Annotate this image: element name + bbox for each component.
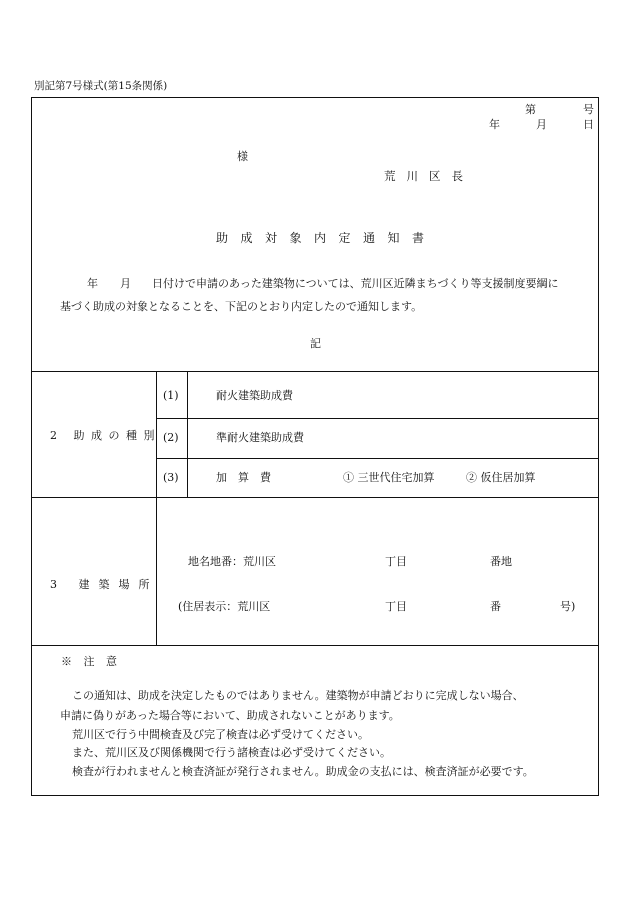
address-chiban-prefix: 地名地番：荒川区 — [188, 555, 276, 568]
address-jukyo-chome: 丁目 — [385, 600, 407, 613]
address-jukyo-prefix: (住居表示：荒川区 — [178, 600, 271, 613]
section-2-row-2-num: (2) — [163, 431, 179, 444]
notes-line-3: 荒川区で行う中間検査及び完了検査は必ず受けてください。 — [72, 728, 369, 741]
address-chiban-chome: 丁目 — [385, 555, 407, 568]
section-2-row-1-num: (1) — [163, 389, 179, 402]
notes-heading: ※ 注 意 — [61, 655, 121, 668]
address-jukyo-ban: 番 — [490, 600, 501, 613]
divider-row-1 — [157, 418, 599, 419]
address-chiban-banchi: 番地 — [490, 555, 512, 568]
doc-number-go: 号 — [583, 103, 594, 116]
section-2-row-2-text: 準耐火建築助成費 — [216, 431, 304, 444]
date-year: 年 — [489, 118, 500, 131]
date-month: 月 — [536, 118, 547, 131]
body-line-2: 基づく助成の対象となることを、下記のとおり内定したので通知します。 — [60, 300, 423, 313]
option-karizumai-kasan: ② 仮住居加算 — [466, 471, 536, 484]
section-2-row-3-num: (3) — [163, 471, 179, 484]
addressee-sama: 様 — [237, 150, 248, 163]
section-2-label: 2 助成の種別 — [50, 429, 161, 442]
body-year: 年 — [87, 277, 98, 290]
body-month: 月 — [120, 277, 131, 290]
form-label: 別記第7号様式(第15条関係) — [34, 80, 168, 92]
document-title: 助成対象内定通知書 — [216, 231, 437, 245]
option-sansedai-kasan: ① 三世代住宅加算 — [343, 471, 435, 484]
notes-line-5: 検査が行われませんと検査済証が発行されません。助成金の支払には、検査済証が必要です。 — [72, 765, 534, 778]
ki-heading: 記 — [310, 337, 321, 350]
divider-label-column — [156, 371, 157, 645]
divider-row-2 — [157, 458, 599, 459]
date-day: 日 — [583, 118, 594, 131]
divider-number-column — [187, 371, 188, 497]
notes-line-1: この通知は、助成を決定したものではありません。建築物が申請どおりに完成しない場合、 — [72, 689, 524, 702]
address-jukyo-go: 号) — [560, 600, 576, 613]
section-2-row-3-text: 加 算 費 — [216, 471, 271, 484]
notes-line-2: 申請に偽りがあった場合等において、助成されないことがあります。 — [60, 709, 400, 722]
divider-notes — [31, 645, 599, 646]
section-2-row-1-text: 耐火建築助成費 — [216, 389, 293, 402]
section-3-label: 3 建築場所 — [50, 578, 159, 591]
notes-line-4: また、荒川区及び関係機関で行う諸検査は必ず受けてください。 — [72, 746, 391, 759]
body-line-1: 日付けで申請のあった建築物については、荒川区近隣まちづくり等支援制度要綱に — [152, 277, 559, 290]
doc-number-dai: 第 — [525, 103, 536, 116]
divider-top-section — [31, 371, 599, 372]
sender-mayor: 荒川区長 — [384, 169, 474, 183]
divider-section-3 — [31, 497, 599, 498]
